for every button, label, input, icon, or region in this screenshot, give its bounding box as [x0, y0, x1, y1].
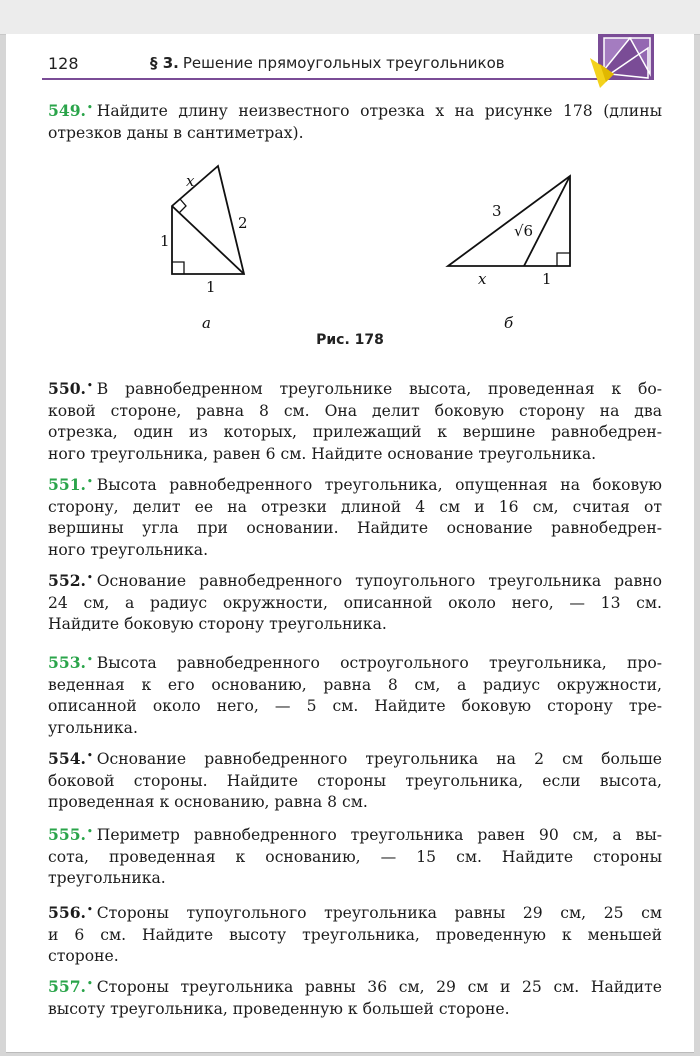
- viewer-toolbar: [0, 0, 700, 35]
- problem-552: 552.• Основание равнобедренного тупоугольного треугольника равно 24 см, а радиус окружности, описанной около него, — 13 см. Найдите боковую сторону треугольника.: [48, 571, 662, 634]
- problem-number: 550.•: [48, 379, 93, 399]
- problem-556: 556.• Стороны тупоугольного треугольника равны 29 см, 25 см и 6 см. Найдите высоту треугольника, проведенную к меньшей стороне.: [48, 903, 662, 966]
- figure-b-label: б: [504, 314, 514, 332]
- problem-line: Найдите длину неизвестного отрезка x на рисунке 178 (длины: [96, 102, 662, 121]
- problem-549: [48, 98, 662, 144]
- problem-number: 551.•: [48, 475, 93, 495]
- problem-550: 550.• В равнобедренном треугольнике высота, проведенная к бо- ковой стороне, равна 8 см. Она делит боковую сторону на два отрезка, один из которых, прилежащий к вершине равнобедрен- ного треугольника, равен 6 см. Найдите основание треугольника.: [48, 379, 662, 463]
- page-header: [6, 34, 694, 96]
- problem-number: 555.•: [48, 825, 93, 845]
- section-mark: § 3.: [150, 54, 179, 72]
- figure-caption: Рис. 178: [316, 332, 384, 348]
- problem-557: 557.• Стороны треугольника равны 36 см, 29 см и 25 см. Найдите высоту треугольника, проведенную к большей стороне.: [48, 977, 662, 1018]
- figure-178: [156, 158, 596, 358]
- figure-a-triangle: [172, 166, 244, 274]
- section-title: [150, 54, 505, 72]
- figure-b-x-label: x: [478, 270, 487, 288]
- problem-number: 549.•: [48, 101, 93, 121]
- problem-555: 555.• Периметр равнобедренного треугольника равен 90 см, а вы- сота, проведенная к основанию, — 15 см. Найдите стороны треугольника.: [48, 825, 662, 888]
- problem-number: 557.•: [48, 977, 93, 997]
- figure-a-left-side-label: 1: [160, 232, 170, 250]
- figure-a-bottom-label: 1: [206, 278, 216, 296]
- problem-554: 554.• Основание равнобедренного треугольника на 2 см больше боковой стороны. Найдите стороны треугольника, если высота, проведенная к основанию, равна 8 см.: [48, 749, 662, 812]
- textbook-page: [6, 34, 694, 1053]
- problem-number: 553.•: [48, 653, 93, 673]
- figure-a-x-label: x: [186, 172, 195, 190]
- figure-b-mid-label: √6: [514, 222, 534, 240]
- header-rule: [42, 78, 602, 80]
- problem-number: 554.•: [48, 749, 93, 769]
- page-number: 128: [48, 54, 79, 73]
- figure-b-triangle: [448, 176, 570, 266]
- corner-triangles-decoration: [590, 34, 654, 88]
- problem-551: 551.• Высота равнобедренного треугольника, опущенная на боковую сторону, делит ее на отрезки длиной 4 см и 16 см, считая от вершины угла при основании. Найдите основание равнобедрен- ного треугольника.: [48, 475, 662, 559]
- problem-553: 553.• Высота равнобедренного остроугольного треугольника, про- веденная к его основанию, равна 8 см, а радиус окружности, описанной около него, — 5 см. Найдите боковую сторону тре- угольника.: [48, 653, 662, 737]
- figure-b-hyp-label: 3: [492, 202, 502, 220]
- figure-a-hyp-label: 2: [238, 214, 248, 232]
- problem-line: отрезков даны в сантиметрах).: [48, 123, 304, 142]
- figure-a-label: а: [202, 314, 211, 332]
- section-title-text: Решение прямоугольных треугольников: [182, 54, 505, 72]
- problem-number: 552.•: [48, 571, 93, 591]
- problem-number: 556.•: [48, 903, 93, 923]
- figure-b-bottom-label: 1: [542, 270, 552, 288]
